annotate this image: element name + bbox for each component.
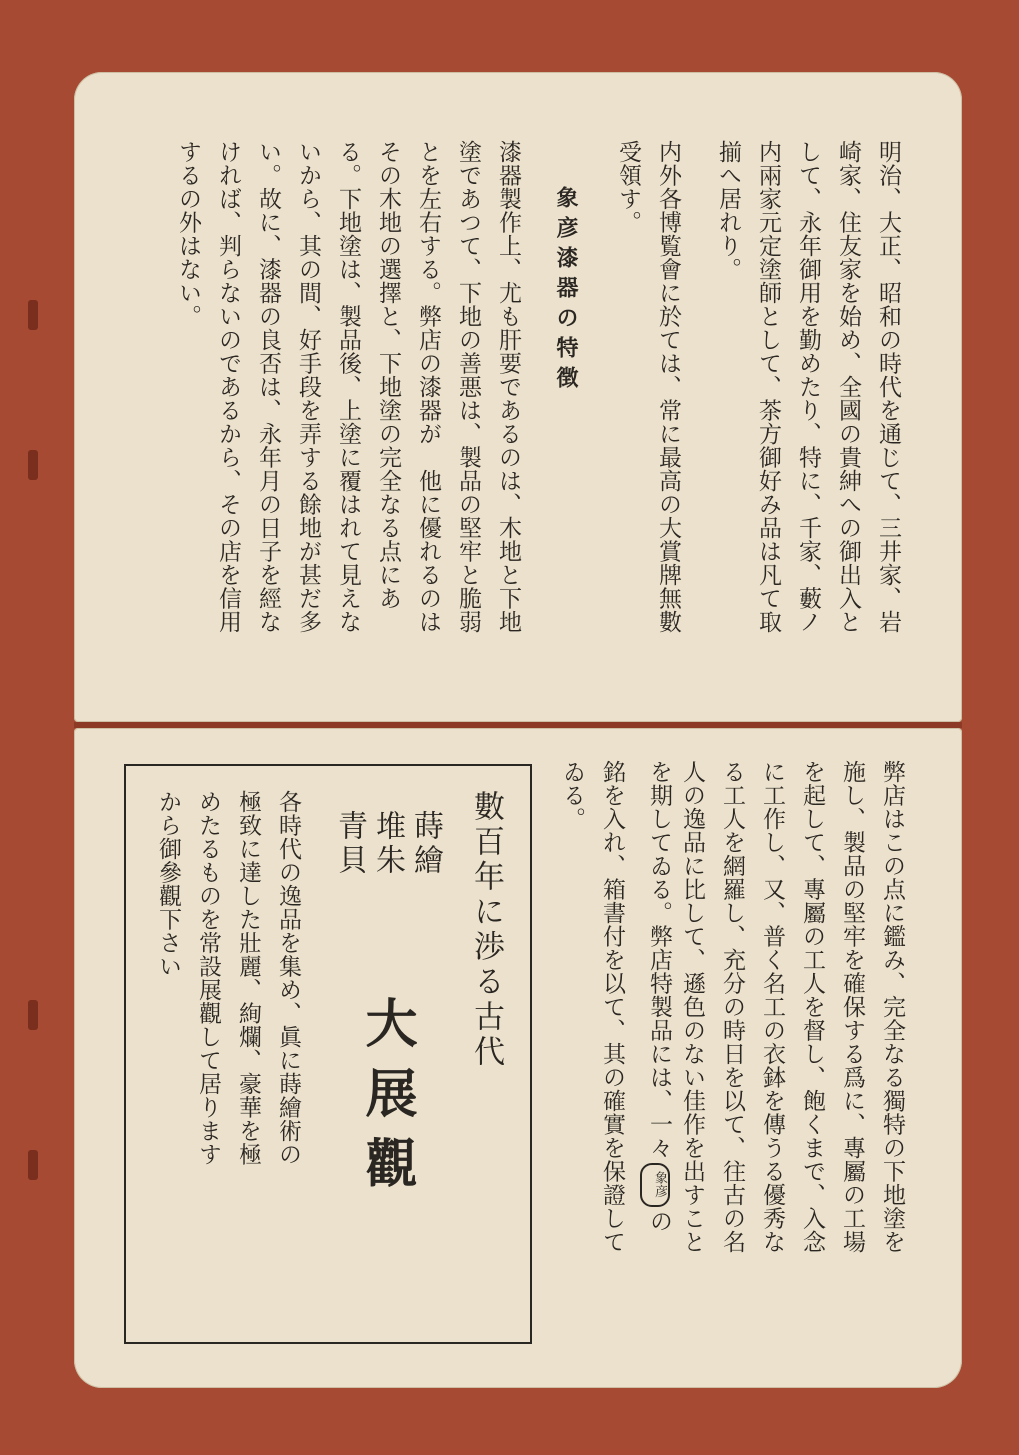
text-column: い。故に、漆器の良否は、永年月の日子を經な: [255, 140, 281, 634]
binding-hole: [28, 1150, 38, 1180]
exhibition-item: 蒔繪: [408, 810, 443, 878]
text-column: る。下地塗は、製品後、上塗に覆はれて見えな: [335, 140, 361, 634]
exhibition-description: めたるものを常設展觀して居ります: [195, 790, 221, 1166]
text-column: 塗であつて、下地の善悪は、製品の堅牢と脆弱: [455, 140, 481, 634]
binding-hole: [28, 1000, 38, 1030]
binding-hole: [28, 300, 38, 330]
section-heading: 象彦漆器の特徴: [553, 186, 578, 396]
exhibition-description: 極致に達した壯麗、絢爛、豪華を極: [235, 790, 261, 1166]
text-column: その木地の選擇と、下地塗の完全なる点にあ: [375, 140, 401, 610]
text-column: するの外はない。: [175, 140, 201, 328]
exhibition-subtitle: 數百年に渉る古代: [468, 790, 504, 1070]
text-column: 内外各博覧會に於ては、常に最高の大賞牌無數: [655, 140, 681, 634]
exhibition-title: 大展觀: [356, 996, 416, 1206]
text-column: 漆器製作上、尤も肝要であるのは、木地と下地: [495, 140, 521, 634]
text-column: を起して、專屬の工人を督し、飽くまで、入念: [799, 760, 825, 1254]
text-column: 崎家、住友家を始め、全國の貴紳への御出入と: [835, 140, 861, 634]
exhibition-description: から御參觀下さい: [155, 790, 181, 978]
exhibition-item: 青貝: [332, 810, 367, 878]
text-line: の: [646, 1209, 672, 1233]
text-column: ければ、判らないのであるから、その店を信用: [215, 140, 241, 634]
text-column: 揃へ居れり。: [715, 140, 741, 281]
zohiko-seal-icon: 象彦: [640, 1163, 670, 1207]
text-column: とを左右する。弊店の漆器が 他に優れるのは: [415, 140, 441, 634]
binding-hole: [28, 450, 38, 480]
exhibition-description: 各時代の逸品を集め、眞に蒔繪術の: [275, 790, 301, 1166]
text-column: 明治、大正、昭和の時代を通じて、三井家、岩: [875, 140, 901, 634]
exhibition-item: 堆朱: [370, 810, 405, 878]
text-column: 施し、製品の堅牢を確保する爲に、專屬の工場: [839, 760, 865, 1254]
text-column: 内兩家元定塗師として、茶方御好み品は凡て取: [755, 140, 781, 634]
text-column-with-seal: [640, 760, 670, 1233]
text-column: ゐる。: [559, 760, 585, 831]
text-line: を期してゐる。弊店特製品には、一々: [646, 760, 672, 1160]
text-column: 弊店はこの点に鑑み、完全なる獨特の下地塗を: [879, 760, 905, 1254]
text-column: に工作し、又、普く名工の衣鉢を傳うる優秀な: [759, 760, 785, 1254]
text-column: 人の逸品に比して、遜色のない佳作を出すこと: [679, 760, 705, 1254]
text-column: 受領す。: [615, 140, 641, 234]
text-column: 銘を入れ、箱書付を以て、其の確實を保證して: [599, 760, 625, 1254]
text-column: して、永年御用を勤めたり、特に、千家、藪ノ: [795, 140, 821, 634]
text-column: る工人を網羅し、充分の時日を以て、往古の名: [719, 760, 745, 1254]
text-column: いから、其の間、好手段を弄する餘地が甚だ多: [295, 140, 321, 634]
